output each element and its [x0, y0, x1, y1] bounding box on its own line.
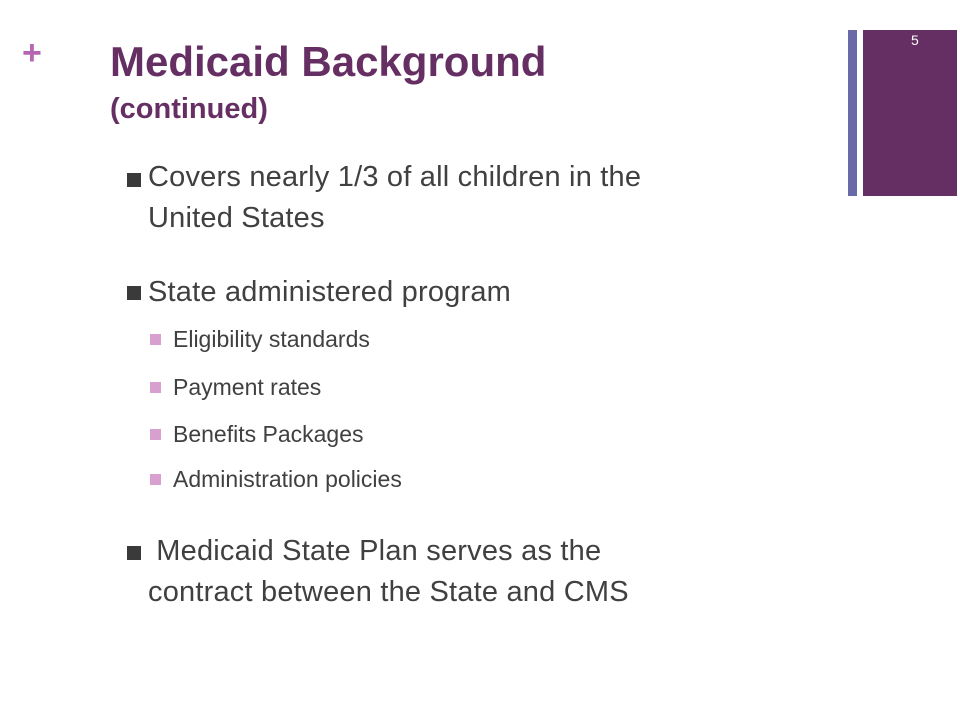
bullet-text: Medicaid State Plan serves as the	[148, 535, 602, 567]
sub-bullet-marker	[150, 382, 161, 393]
bullet-text: contract between the State and CMS	[148, 576, 629, 608]
bullet-text: Covers nearly 1/3 of all children in the	[148, 161, 642, 193]
sub-bullet-marker	[150, 429, 161, 440]
plus-decoration: +	[22, 34, 42, 72]
bullet-marker	[127, 546, 141, 560]
page-number: 5	[911, 32, 919, 48]
slide-subtitle: (continued)	[110, 93, 268, 125]
bullet-marker	[127, 286, 141, 300]
sub-bullet-text: Administration policies	[173, 466, 402, 492]
sub-bullet-marker	[150, 334, 161, 345]
bullet-text: United States	[148, 202, 325, 234]
sub-bullet-marker	[150, 474, 161, 485]
slide-title: Medicaid Background	[110, 38, 547, 85]
sub-bullet-text: Benefits Packages	[173, 421, 364, 447]
sub-bullet-text: Eligibility standards	[173, 326, 370, 352]
bullet-text: State administered program	[148, 276, 512, 308]
bullet-marker	[127, 173, 141, 187]
sub-bullet-text: Payment rates	[173, 374, 322, 400]
